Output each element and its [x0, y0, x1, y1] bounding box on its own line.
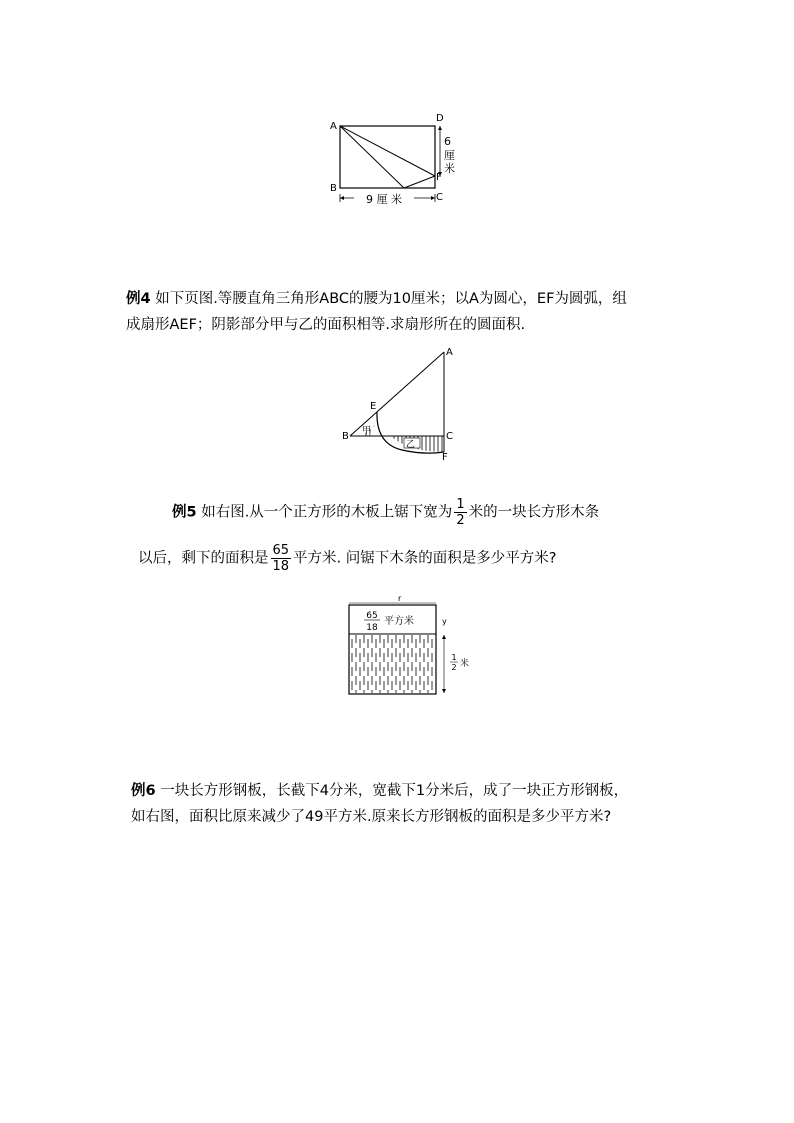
area-unit: 平方米 [384, 616, 414, 627]
label-c: C [446, 431, 453, 442]
line-a-to-f [340, 126, 435, 176]
side-label: y [442, 617, 447, 626]
label-jia: 甲 [362, 426, 372, 436]
example5-line2: 以后，剩下的面积是 $\frac{65}{18}$ 平方米. 问锯下木条的面积是多少平方米? [138, 543, 557, 574]
top-label: r [398, 594, 402, 603]
fraction-65-18: $\frac{65}{18}$ [272, 543, 290, 574]
label-yi: 乙 [406, 440, 416, 450]
example4-line2: 成扇形AEF；阴影部分甲与乙的面积相等.求扇形所在的圆面积. [126, 317, 526, 333]
height-value: 6 [444, 135, 451, 148]
triangle-sector-diagram [340, 340, 470, 465]
strip-den: 2 [451, 663, 457, 672]
label-a: A [330, 121, 337, 132]
example4-paragraph [126, 286, 627, 338]
example4-label: 例4 [126, 291, 151, 307]
figure-triangle-sector [340, 340, 470, 465]
side-ab [350, 352, 444, 436]
fraction-one-half: $\frac{1}{2}$ [456, 497, 465, 528]
line-base-to-f [404, 176, 435, 188]
example4-line1: 例4 如下页图.等腰直角三角形ABC的腰为10厘米；以A为圆心，EF为圆弧，组 [126, 291, 627, 307]
height-unit-2: 米 [444, 162, 455, 175]
label-b: B [342, 431, 349, 442]
example6-line1: 例6 一块长方形钢板，长截下4分米，宽截下1分米后，成了一块正方形钢板， [131, 783, 629, 799]
rectangle-diagram [320, 110, 460, 210]
arrow-right-icon [431, 196, 435, 200]
width-label: 9 厘 米 [366, 193, 402, 206]
strip-num: 1 [451, 653, 457, 662]
example6-label: 例6 [131, 783, 156, 799]
area-den: 18 [366, 623, 378, 633]
figure-rectangle-triangle [320, 110, 460, 210]
label-b: B [330, 183, 337, 194]
strip-unit: 米 [460, 659, 470, 669]
label-e: E [370, 401, 377, 412]
figure-square-board [330, 592, 480, 700]
hatched-remainder [350, 635, 435, 693]
height-unit-1: 厘 [444, 149, 455, 162]
arrow-left-icon [340, 196, 344, 200]
arrow-down-icon [442, 689, 446, 693]
line-a-to-base [340, 126, 404, 188]
square-board-diagram [330, 592, 480, 700]
rectangle-abcd [340, 126, 435, 188]
example5-label: 例5 [172, 504, 197, 521]
example6-paragraph [131, 778, 628, 830]
area-num: 65 [366, 611, 378, 621]
arrow-up-icon [438, 126, 442, 130]
example5-line1: 例5 如右图.从一个正方形的木板上锯下宽为 $\frac{1}{2}$ 米的一块长方形木条 [172, 497, 600, 528]
label-a: A [446, 347, 453, 358]
label-f: F [442, 452, 448, 463]
arrow-up-icon [442, 635, 446, 639]
label-c: C [436, 192, 443, 203]
label-f: F [436, 172, 442, 183]
example6-line2: 如右图，面积比原来减少了49平方米.原来长方形钢板的面积是多少平方米? [131, 809, 612, 825]
label-d: D [436, 113, 444, 124]
